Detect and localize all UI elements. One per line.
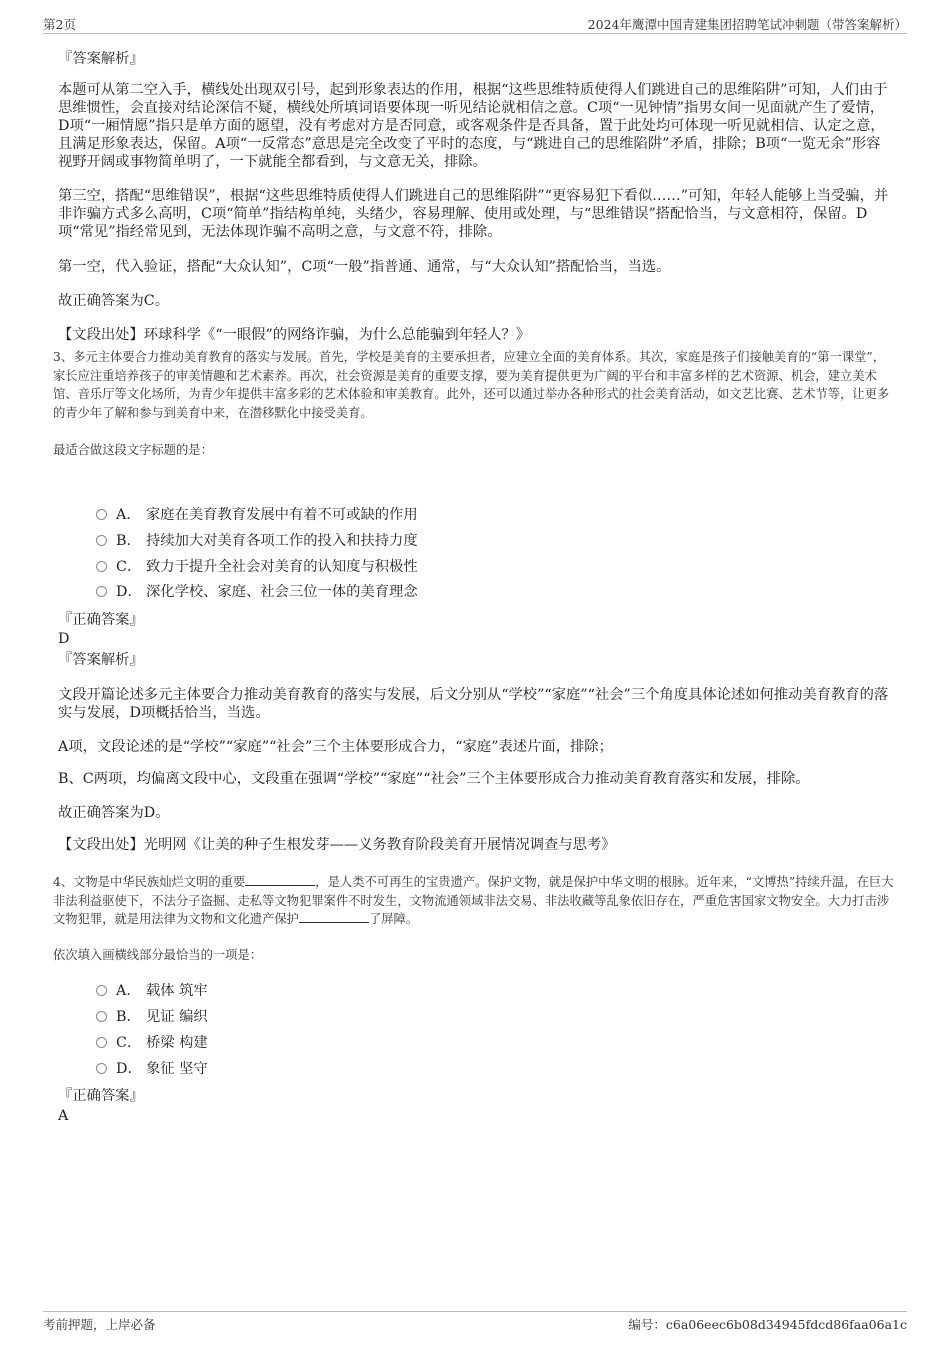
radio-icon[interactable] (96, 561, 107, 572)
radio-icon[interactable] (96, 535, 107, 546)
q2-answer-summary: 故正确答案为C。 (58, 293, 170, 309)
q2-analysis-label: 『答案解析』 (58, 51, 144, 67)
q3-analysis-label: 『答案解析』 (58, 652, 144, 668)
q3-option-b[interactable]: B． 持续加大对美育各项工作的投入和扶持力度 (96, 532, 418, 550)
fill-blank-2 (299, 910, 369, 923)
q3-stem: 3、多元主体要合力推动美育教育的落实与发展。首先，学校是美育的主要承担者，应建立全面的美育体系。其次，家庭是孩子们接触美育的“第一课堂”，家长应注重培养孩子的审美情趣和艺术素养。再次，社会资源是美育的重要支撑，要为美育提供更为广阔的平台和丰富多样的艺术资源、机会，建立美术馆、音乐厅等文化场所，为青少年提供丰富多彩的艺术体验和审美教育。此外，还可以通过举办各种形式的社会美育活动，如文艺比赛、艺术节等，让更多的青少年了解和参与到美育中来，在潜移默化中接受美育。 (53, 350, 890, 420)
q3-prompt: 最适合做这段文字标题的是： (53, 443, 213, 457)
q2-analysis-p2: 第三空，搭配“思维错误”，根据“这些思维特质使得人们跳进自己的思维陷阱”“更容易犯下看似……”可知，年轻人能够上当受骗，并非诈骗方式多么高明，C项“简单”指结构单纯，头绪少，容易理解、使用或处理，与“思维错误”搭配恰当，与文意相符，保留。D项“常见”指经常见到，无法体现诈骗不高明之意，与文意不符，排除。 (58, 188, 889, 240)
radio-icon[interactable] (96, 586, 107, 597)
q4-option-b[interactable]: B． 见证 编织 (96, 1008, 208, 1026)
q3-source: 【文段出处】光明网《让美的种子生根发芽——义务教育阶段美育开展情况调查与思考》 (58, 837, 616, 853)
q4-answer-label: 『正确答案』 (58, 1088, 144, 1104)
q2-analysis-p3: 第一空，代入验证，搭配“大众认知”，C项“一般”指普通、通常，与“大众认知”搭配恰当，当选。 (58, 259, 671, 275)
q4-stem: 4、文物是中华民族灿烂文明的重要 ，是人类不可再生的宝贵遗产。保护文物，就是保护中华文明的根脉。近年来，“文博热”持续升温，在巨大非法利益驱使下，不法分子盗掘、走私等文物犯罪案件不时发生，文物流通领域非法交易、非法收藏等乱象依旧存在，严重危害国家文物安全。大力打击涉文物犯罪，就是用法律为文物和文化遗产保护 了屏障。 (53, 875, 894, 927)
q2-analysis-p1: 本题可从第二空入手，横线处出现双引号，起到形象表达的作用，根据“这些思维特质使得人们跳进自己的思维陷阱”可知，人们由于思维惯性，会直接对结论深信不疑，横线处所填词语要体现一听见结论就相信之意。C项“一见钟情”指男女间一见面就产生了爱情，D项“一厢情愿”指只是单方面的愿望，没有考虑对方是否同意，或客观条件是否具备，置于此处均可体现一听见就相信、认定之意，且满足形象表达，保留。A项“一反常态”意思是完全改变了平时的态度，与“跳进自己的思维陷阱”矛盾，排除；B项“一览无余”形容视野开阔或事物简单明了，一下就能全都看到，与文意无关，排除。 (58, 82, 888, 170)
fill-blank-1 (245, 873, 315, 886)
radio-icon[interactable] (96, 1037, 107, 1048)
page-footer (43, 1311, 907, 1334)
page-header (43, 13, 907, 34)
q4-option-c[interactable]: C． 桥梁 构建 (96, 1034, 208, 1052)
q3-option-d[interactable]: D． 深化学校、家庭、社会三位一体的美育理念 (96, 583, 418, 601)
document-title: 2024年鹰潭中国青建集团招聘笔试冲刺题（带答案解析） (587, 17, 907, 32)
q3-answer-label: 『正确答案』 (58, 612, 144, 628)
q4-option-a[interactable]: A． 载体 筑牢 (96, 982, 208, 1000)
radio-icon[interactable] (96, 1063, 107, 1074)
page-number: 第2页 (43, 17, 76, 32)
radio-icon[interactable] (96, 1011, 107, 1022)
radio-icon[interactable] (96, 985, 107, 996)
q4-option-d[interactable]: D． 象征 坚守 (96, 1060, 208, 1078)
document-code: 编号：c6a06eec6b08d34945fdcd86faa06a1c (628, 1317, 907, 1332)
q4-prompt: 依次填入画横线部分最恰当的一项是： (53, 948, 263, 962)
q4-answer: A (58, 1108, 69, 1124)
q3-option-c[interactable]: C． 致力于提升全社会对美育的认知度与积极性 (96, 558, 418, 576)
footer-slogan: 考前押题，上岸必备 (43, 1317, 156, 1332)
radio-icon[interactable] (96, 509, 107, 520)
q3-answer: D (58, 631, 70, 647)
q3-analysis-p1: 文段开篇论述多元主体要合力推动美育教育的落实与发展，后文分别从“学校”“家庭”“社会”三个角度具体论述如何推动美育教育的落实与发展，D项概括恰当，当选。 (58, 687, 889, 721)
q2-source: 【文段出处】环球科学《“一眼假”的网络诈骗，为什么总能骗到年轻人？》 (58, 327, 531, 343)
q3-option-a[interactable]: A． 家庭在美育教育发展中有着不可或缺的作用 (96, 506, 418, 524)
q3-analysis-p2: A项，文段论述的是“学校”“家庭”“社会”三个主体要形成合力，“家庭”表述片面，排除； (58, 739, 613, 755)
q3-analysis-p3: B、C两项，均偏离文段中心，文段重在强调“学校”“家庭”“社会”三个主体要形成合力推动美育教育落实和发展，排除。 (58, 771, 810, 787)
q3-answer-summary: 故正确答案为D。 (58, 805, 170, 821)
